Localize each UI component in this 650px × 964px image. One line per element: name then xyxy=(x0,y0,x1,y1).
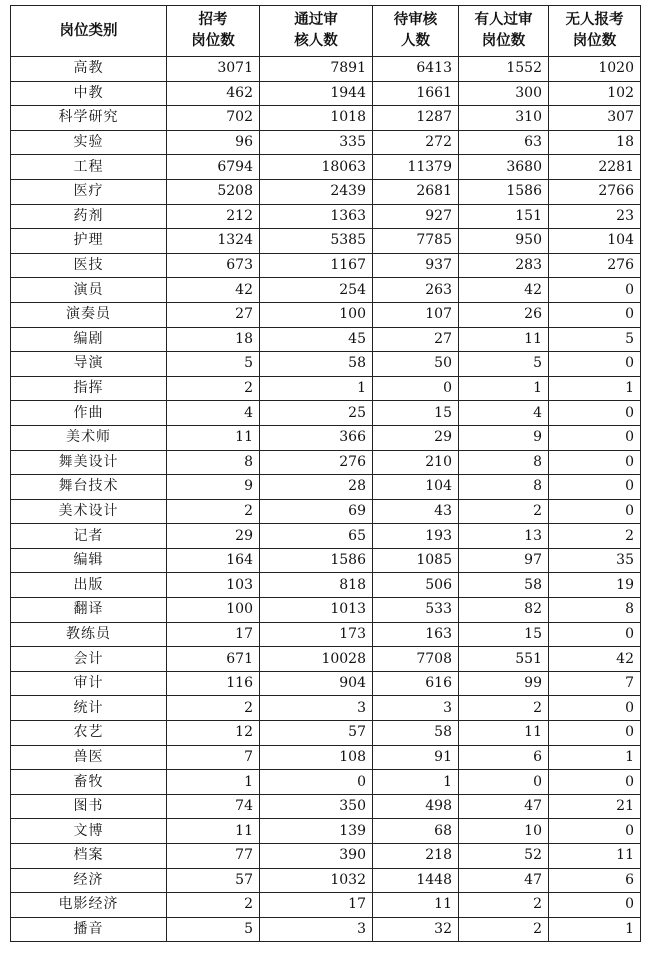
pending-review-cell: 7785 xyxy=(373,229,459,254)
table-row xyxy=(11,868,641,893)
positions-offered-cell: 9 xyxy=(167,475,260,500)
approved-applicants-cell: 818 xyxy=(260,573,373,598)
positions-offered-cell: 103 xyxy=(167,573,260,598)
table-row xyxy=(11,917,641,942)
category-cell: 科学研究 xyxy=(11,106,167,131)
category-cell: 导演 xyxy=(11,352,167,377)
pending-review-cell: 533 xyxy=(373,598,459,623)
approved-applicants-cell: 3 xyxy=(260,696,373,721)
positions-no-applicants-cell: 1 xyxy=(549,376,641,401)
approved-applicants-cell: 65 xyxy=(260,524,373,549)
positions-offered-cell: 18 xyxy=(167,327,260,352)
category-cell: 畜牧 xyxy=(11,770,167,795)
positions-with-approved-cell: 1586 xyxy=(459,179,549,204)
pending-review-cell: 11379 xyxy=(373,155,459,180)
pending-review-cell: 107 xyxy=(373,302,459,327)
approved-applicants-cell: 254 xyxy=(260,278,373,303)
table-row xyxy=(11,106,641,131)
positions-offered-cell: 702 xyxy=(167,106,260,131)
category-cell: 教练员 xyxy=(11,622,167,647)
pending-review-cell: 2681 xyxy=(373,179,459,204)
category-cell: 出版 xyxy=(11,573,167,598)
category-cell: 编辑 xyxy=(11,548,167,573)
approved-applicants-cell: 1586 xyxy=(260,548,373,573)
pending-review-cell: 58 xyxy=(373,721,459,746)
category-cell: 医技 xyxy=(11,253,167,278)
positions-with-approved-cell: 3680 xyxy=(459,155,549,180)
approved-applicants-cell: 18063 xyxy=(260,155,373,180)
table-row xyxy=(11,450,641,475)
positions-offered-cell: 27 xyxy=(167,302,260,327)
job-category-table xyxy=(10,5,641,942)
category-cell: 作曲 xyxy=(11,401,167,426)
pending-review-cell: 43 xyxy=(373,499,459,524)
table-row xyxy=(11,548,641,573)
approved-applicants-cell: 1018 xyxy=(260,106,373,131)
category-cell: 文博 xyxy=(11,819,167,844)
positions-offered-cell: 6794 xyxy=(167,155,260,180)
positions-no-applicants-cell: 18 xyxy=(549,130,641,155)
pending-review-cell: 210 xyxy=(373,450,459,475)
positions-offered-cell: 671 xyxy=(167,647,260,672)
table-row xyxy=(11,425,641,450)
category-cell: 审计 xyxy=(11,671,167,696)
pending-review-cell: 272 xyxy=(373,130,459,155)
positions-offered-cell: 11 xyxy=(167,425,260,450)
positions-with-approved-cell: 11 xyxy=(459,327,549,352)
pending-review-cell: 15 xyxy=(373,401,459,426)
table-row xyxy=(11,819,641,844)
pending-review-cell: 68 xyxy=(373,819,459,844)
positions-no-applicants-cell: 0 xyxy=(549,278,641,303)
category-cell: 经济 xyxy=(11,868,167,893)
category-cell: 指挥 xyxy=(11,376,167,401)
positions-offered-cell: 29 xyxy=(167,524,260,549)
positions-offered-cell: 116 xyxy=(167,671,260,696)
pending-review-cell: 506 xyxy=(373,573,459,598)
positions-no-applicants-cell: 0 xyxy=(549,893,641,918)
pending-review-cell: 1448 xyxy=(373,868,459,893)
table-row xyxy=(11,893,641,918)
approved-applicants-cell: 45 xyxy=(260,327,373,352)
category-cell: 档案 xyxy=(11,844,167,869)
approved-applicants-cell: 7891 xyxy=(260,57,373,82)
pending-review-cell: 0 xyxy=(373,376,459,401)
category-cell: 中教 xyxy=(11,81,167,106)
table-row xyxy=(11,524,641,549)
category-cell: 图书 xyxy=(11,794,167,819)
header-approved-applicants: 通过审 核人数 xyxy=(260,6,373,57)
category-cell: 药剂 xyxy=(11,204,167,229)
approved-applicants-cell: 1167 xyxy=(260,253,373,278)
table-row xyxy=(11,401,641,426)
pending-review-cell: 29 xyxy=(373,425,459,450)
table-row xyxy=(11,130,641,155)
positions-offered-cell: 5 xyxy=(167,352,260,377)
approved-applicants-cell: 173 xyxy=(260,622,373,647)
category-cell: 演奏员 xyxy=(11,302,167,327)
approved-applicants-cell: 10028 xyxy=(260,647,373,672)
positions-with-approved-cell: 11 xyxy=(459,721,549,746)
positions-with-approved-cell: 9 xyxy=(459,425,549,450)
positions-with-approved-cell: 2 xyxy=(459,917,549,942)
positions-no-applicants-cell: 19 xyxy=(549,573,641,598)
positions-with-approved-cell: 8 xyxy=(459,475,549,500)
approved-applicants-cell: 100 xyxy=(260,302,373,327)
table-row xyxy=(11,671,641,696)
category-cell: 工程 xyxy=(11,155,167,180)
positions-offered-cell: 164 xyxy=(167,548,260,573)
approved-applicants-cell: 2439 xyxy=(260,179,373,204)
approved-applicants-cell: 335 xyxy=(260,130,373,155)
positions-no-applicants-cell: 0 xyxy=(549,721,641,746)
positions-offered-cell: 77 xyxy=(167,844,260,869)
header-positions-offered: 招考 岗位数 xyxy=(167,6,260,57)
approved-applicants-cell: 58 xyxy=(260,352,373,377)
pending-review-cell: 498 xyxy=(373,794,459,819)
table-row xyxy=(11,155,641,180)
positions-no-applicants-cell: 11 xyxy=(549,844,641,869)
positions-with-approved-cell: 0 xyxy=(459,770,549,795)
positions-no-applicants-cell: 0 xyxy=(549,425,641,450)
positions-no-applicants-cell: 8 xyxy=(549,598,641,623)
table-row xyxy=(11,57,641,82)
positions-with-approved-cell: 4 xyxy=(459,401,549,426)
table-row xyxy=(11,622,641,647)
positions-with-approved-cell: 950 xyxy=(459,229,549,254)
approved-applicants-cell: 25 xyxy=(260,401,373,426)
category-cell: 编剧 xyxy=(11,327,167,352)
positions-offered-cell: 4 xyxy=(167,401,260,426)
positions-offered-cell: 2 xyxy=(167,499,260,524)
positions-no-applicants-cell: 104 xyxy=(549,229,641,254)
positions-no-applicants-cell: 0 xyxy=(549,770,641,795)
table-row xyxy=(11,647,641,672)
category-cell: 美术师 xyxy=(11,425,167,450)
approved-applicants-cell: 1944 xyxy=(260,81,373,106)
category-cell: 农艺 xyxy=(11,721,167,746)
category-cell: 舞台技术 xyxy=(11,475,167,500)
approved-applicants-cell: 1363 xyxy=(260,204,373,229)
table-row xyxy=(11,598,641,623)
positions-offered-cell: 11 xyxy=(167,819,260,844)
approved-applicants-cell: 28 xyxy=(260,475,373,500)
pending-review-cell: 1287 xyxy=(373,106,459,131)
positions-with-approved-cell: 283 xyxy=(459,253,549,278)
approved-applicants-cell: 366 xyxy=(260,425,373,450)
table-row xyxy=(11,278,641,303)
table-body xyxy=(11,57,641,942)
positions-offered-cell: 96 xyxy=(167,130,260,155)
positions-no-applicants-cell: 0 xyxy=(549,401,641,426)
pending-review-cell: 1085 xyxy=(373,548,459,573)
positions-offered-cell: 2 xyxy=(167,376,260,401)
positions-offered-cell: 3071 xyxy=(167,57,260,82)
category-cell: 会计 xyxy=(11,647,167,672)
approved-applicants-cell: 276 xyxy=(260,450,373,475)
pending-review-cell: 91 xyxy=(373,745,459,770)
pending-review-cell: 7708 xyxy=(373,647,459,672)
positions-no-applicants-cell: 0 xyxy=(549,499,641,524)
category-cell: 兽医 xyxy=(11,745,167,770)
positions-offered-cell: 74 xyxy=(167,794,260,819)
approved-applicants-cell: 1032 xyxy=(260,868,373,893)
pending-review-cell: 193 xyxy=(373,524,459,549)
positions-no-applicants-cell: 0 xyxy=(549,475,641,500)
approved-applicants-cell: 0 xyxy=(260,770,373,795)
positions-no-applicants-cell: 0 xyxy=(549,696,641,721)
category-cell: 美术设计 xyxy=(11,499,167,524)
positions-with-approved-cell: 310 xyxy=(459,106,549,131)
positions-offered-cell: 212 xyxy=(167,204,260,229)
positions-no-applicants-cell: 42 xyxy=(549,647,641,672)
positions-with-approved-cell: 63 xyxy=(459,130,549,155)
positions-offered-cell: 12 xyxy=(167,721,260,746)
pending-review-cell: 937 xyxy=(373,253,459,278)
positions-with-approved-cell: 42 xyxy=(459,278,549,303)
approved-applicants-cell: 3 xyxy=(260,917,373,942)
approved-applicants-cell: 904 xyxy=(260,671,373,696)
approved-applicants-cell: 1 xyxy=(260,376,373,401)
table-row xyxy=(11,475,641,500)
positions-offered-cell: 8 xyxy=(167,450,260,475)
positions-with-approved-cell: 1 xyxy=(459,376,549,401)
positions-with-approved-cell: 82 xyxy=(459,598,549,623)
table-row xyxy=(11,179,641,204)
positions-with-approved-cell: 26 xyxy=(459,302,549,327)
positions-no-applicants-cell: 7 xyxy=(549,671,641,696)
positions-with-approved-cell: 2 xyxy=(459,499,549,524)
positions-with-approved-cell: 47 xyxy=(459,794,549,819)
positions-no-applicants-cell: 0 xyxy=(549,819,641,844)
pending-review-cell: 1661 xyxy=(373,81,459,106)
positions-offered-cell: 2 xyxy=(167,696,260,721)
positions-with-approved-cell: 300 xyxy=(459,81,549,106)
positions-no-applicants-cell: 21 xyxy=(549,794,641,819)
positions-offered-cell: 42 xyxy=(167,278,260,303)
table-row xyxy=(11,352,641,377)
category-cell: 医疗 xyxy=(11,179,167,204)
table-row xyxy=(11,376,641,401)
table-row xyxy=(11,745,641,770)
positions-no-applicants-cell: 2281 xyxy=(549,155,641,180)
positions-no-applicants-cell: 0 xyxy=(549,450,641,475)
table-row xyxy=(11,229,641,254)
pending-review-cell: 616 xyxy=(373,671,459,696)
table-row xyxy=(11,302,641,327)
category-cell: 高教 xyxy=(11,57,167,82)
header-positions-with-approved: 有人过审 岗位数 xyxy=(459,6,549,57)
positions-no-applicants-cell: 102 xyxy=(549,81,641,106)
pending-review-cell: 218 xyxy=(373,844,459,869)
positions-no-applicants-cell: 0 xyxy=(549,352,641,377)
table-row xyxy=(11,770,641,795)
pending-review-cell: 6413 xyxy=(373,57,459,82)
approved-applicants-cell: 139 xyxy=(260,819,373,844)
positions-with-approved-cell: 5 xyxy=(459,352,549,377)
positions-with-approved-cell: 151 xyxy=(459,204,549,229)
positions-no-applicants-cell: 2766 xyxy=(549,179,641,204)
pending-review-cell: 263 xyxy=(373,278,459,303)
table-row xyxy=(11,327,641,352)
positions-no-applicants-cell: 1 xyxy=(549,917,641,942)
positions-with-approved-cell: 13 xyxy=(459,524,549,549)
category-cell: 舞美设计 xyxy=(11,450,167,475)
category-cell: 演员 xyxy=(11,278,167,303)
positions-offered-cell: 57 xyxy=(167,868,260,893)
approved-applicants-cell: 1013 xyxy=(260,598,373,623)
category-cell: 实验 xyxy=(11,130,167,155)
approved-applicants-cell: 17 xyxy=(260,893,373,918)
positions-no-applicants-cell: 307 xyxy=(549,106,641,131)
positions-no-applicants-cell: 5 xyxy=(549,327,641,352)
positions-no-applicants-cell: 23 xyxy=(549,204,641,229)
pending-review-cell: 163 xyxy=(373,622,459,647)
approved-applicants-cell: 57 xyxy=(260,721,373,746)
positions-no-applicants-cell: 0 xyxy=(549,302,641,327)
pending-review-cell: 104 xyxy=(373,475,459,500)
pending-review-cell: 32 xyxy=(373,917,459,942)
category-cell: 统计 xyxy=(11,696,167,721)
approved-applicants-cell: 350 xyxy=(260,794,373,819)
positions-offered-cell: 2 xyxy=(167,893,260,918)
pending-review-cell: 27 xyxy=(373,327,459,352)
table-row xyxy=(11,794,641,819)
table-row xyxy=(11,696,641,721)
approved-applicants-cell: 5385 xyxy=(260,229,373,254)
positions-with-approved-cell: 6 xyxy=(459,745,549,770)
category-cell: 电影经济 xyxy=(11,893,167,918)
approved-applicants-cell: 108 xyxy=(260,745,373,770)
positions-offered-cell: 1324 xyxy=(167,229,260,254)
positions-no-applicants-cell: 276 xyxy=(549,253,641,278)
positions-with-approved-cell: 10 xyxy=(459,819,549,844)
table-row xyxy=(11,721,641,746)
table-row xyxy=(11,81,641,106)
approved-applicants-cell: 69 xyxy=(260,499,373,524)
table-row xyxy=(11,499,641,524)
category-cell: 护理 xyxy=(11,229,167,254)
positions-offered-cell: 1 xyxy=(167,770,260,795)
positions-offered-cell: 673 xyxy=(167,253,260,278)
approved-applicants-cell: 390 xyxy=(260,844,373,869)
positions-with-approved-cell: 99 xyxy=(459,671,549,696)
positions-offered-cell: 17 xyxy=(167,622,260,647)
table-row xyxy=(11,844,641,869)
header-pending-review: 待审核 人数 xyxy=(373,6,459,57)
positions-with-approved-cell: 551 xyxy=(459,647,549,672)
positions-offered-cell: 100 xyxy=(167,598,260,623)
table-row xyxy=(11,573,641,598)
positions-offered-cell: 5208 xyxy=(167,179,260,204)
header-positions-no-applicants: 无人报考 岗位数 xyxy=(549,6,641,57)
header-category: 岗位类别 xyxy=(11,6,167,57)
positions-no-applicants-cell: 0 xyxy=(549,622,641,647)
table-row xyxy=(11,204,641,229)
pending-review-cell: 3 xyxy=(373,696,459,721)
positions-with-approved-cell: 2 xyxy=(459,893,549,918)
positions-with-approved-cell: 47 xyxy=(459,868,549,893)
pending-review-cell: 927 xyxy=(373,204,459,229)
pending-review-cell: 1 xyxy=(373,770,459,795)
positions-with-approved-cell: 58 xyxy=(459,573,549,598)
positions-with-approved-cell: 15 xyxy=(459,622,549,647)
positions-no-applicants-cell: 2 xyxy=(549,524,641,549)
positions-no-applicants-cell: 1020 xyxy=(549,57,641,82)
positions-with-approved-cell: 2 xyxy=(459,696,549,721)
positions-with-approved-cell: 52 xyxy=(459,844,549,869)
positions-no-applicants-cell: 35 xyxy=(549,548,641,573)
pending-review-cell: 11 xyxy=(373,893,459,918)
category-cell: 播音 xyxy=(11,917,167,942)
table-row xyxy=(11,253,641,278)
positions-with-approved-cell: 8 xyxy=(459,450,549,475)
positions-no-applicants-cell: 1 xyxy=(549,745,641,770)
positions-offered-cell: 5 xyxy=(167,917,260,942)
category-cell: 记者 xyxy=(11,524,167,549)
positions-with-approved-cell: 97 xyxy=(459,548,549,573)
positions-no-applicants-cell: 6 xyxy=(549,868,641,893)
positions-offered-cell: 462 xyxy=(167,81,260,106)
category-cell: 翻译 xyxy=(11,598,167,623)
positions-offered-cell: 7 xyxy=(167,745,260,770)
pending-review-cell: 50 xyxy=(373,352,459,377)
header-row xyxy=(11,6,641,57)
positions-with-approved-cell: 1552 xyxy=(459,57,549,82)
